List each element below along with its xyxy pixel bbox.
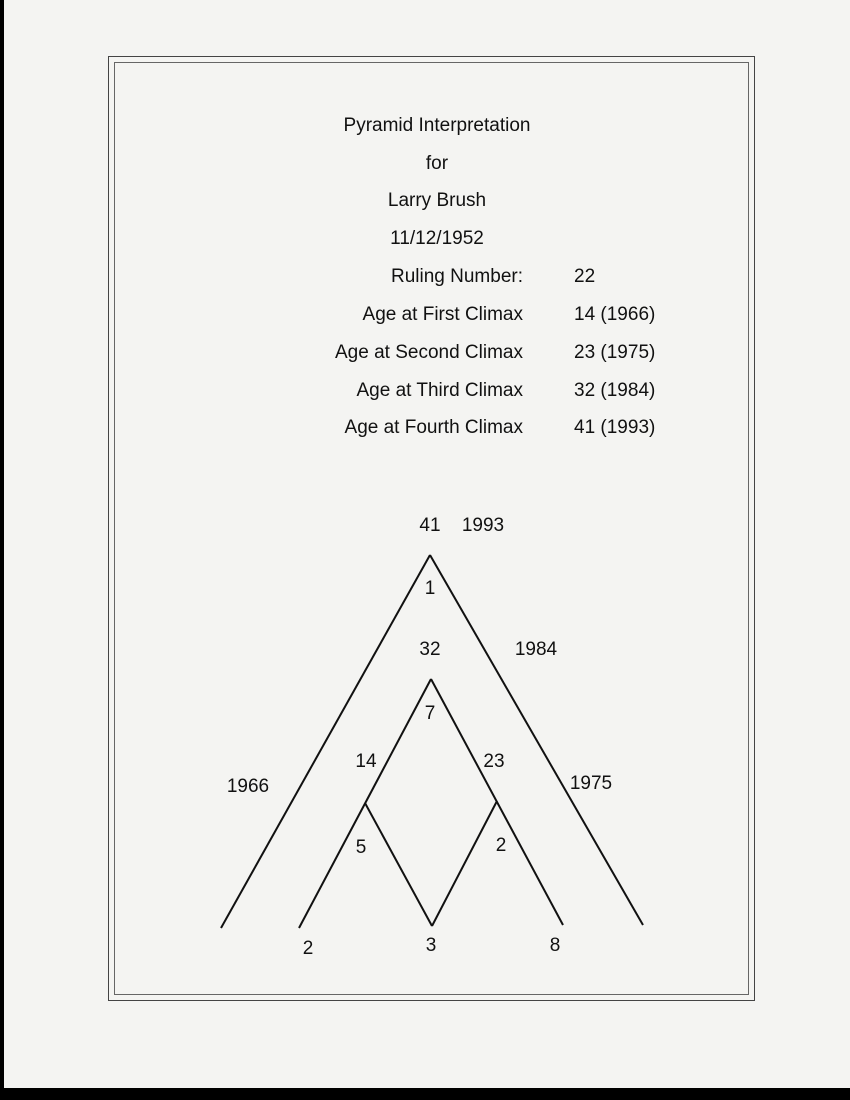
second-climax-age: 23 — [483, 751, 505, 772]
base-middle-number: 3 — [425, 935, 437, 956]
stat-value-first-climax: 14 (1966) — [574, 304, 656, 325]
right-inner-number: 2 — [495, 835, 507, 856]
stat-value-second-climax: 23 (1975) — [574, 342, 656, 363]
stat-value-ruling-number: 22 — [574, 266, 596, 287]
apex-age: 41 — [419, 515, 441, 536]
apex-inner-number: 1 — [424, 578, 436, 599]
stat-label-ruling-number: Ruling Number: — [391, 266, 523, 287]
w-right-up — [432, 801, 497, 926]
stat-value-fourth-climax: 41 (1993) — [574, 417, 656, 438]
stat-label-third-climax: Age at Third Climax — [356, 380, 523, 401]
first-climax-age: 14 — [355, 751, 377, 772]
birth-date: 11/12/1952 — [390, 228, 484, 249]
w-left-down — [365, 803, 432, 926]
stat-label-fourth-climax: Age at Fourth Climax — [344, 417, 523, 438]
stat-label-second-climax: Age at Second Climax — [335, 342, 523, 363]
person-name: Larry Brush — [387, 190, 487, 211]
base-right-number: 8 — [549, 935, 561, 956]
stat-value-third-climax: 32 (1984) — [574, 380, 656, 401]
first-climax-year: 1966 — [226, 776, 270, 797]
base-left-number: 2 — [302, 938, 314, 959]
second-climax-year: 1975 — [569, 773, 613, 794]
third-climax-age: 32 — [419, 639, 441, 660]
left-inner-number: 5 — [355, 837, 367, 858]
stat-label-first-climax: Age at First Climax — [362, 304, 523, 325]
inner-apex-number: 7 — [424, 703, 436, 724]
apex-year: 1993 — [461, 515, 505, 536]
page-title: Pyramid Interpretation — [343, 115, 531, 136]
third-climax-year: 1984 — [514, 639, 558, 660]
for-label: for — [425, 153, 449, 174]
